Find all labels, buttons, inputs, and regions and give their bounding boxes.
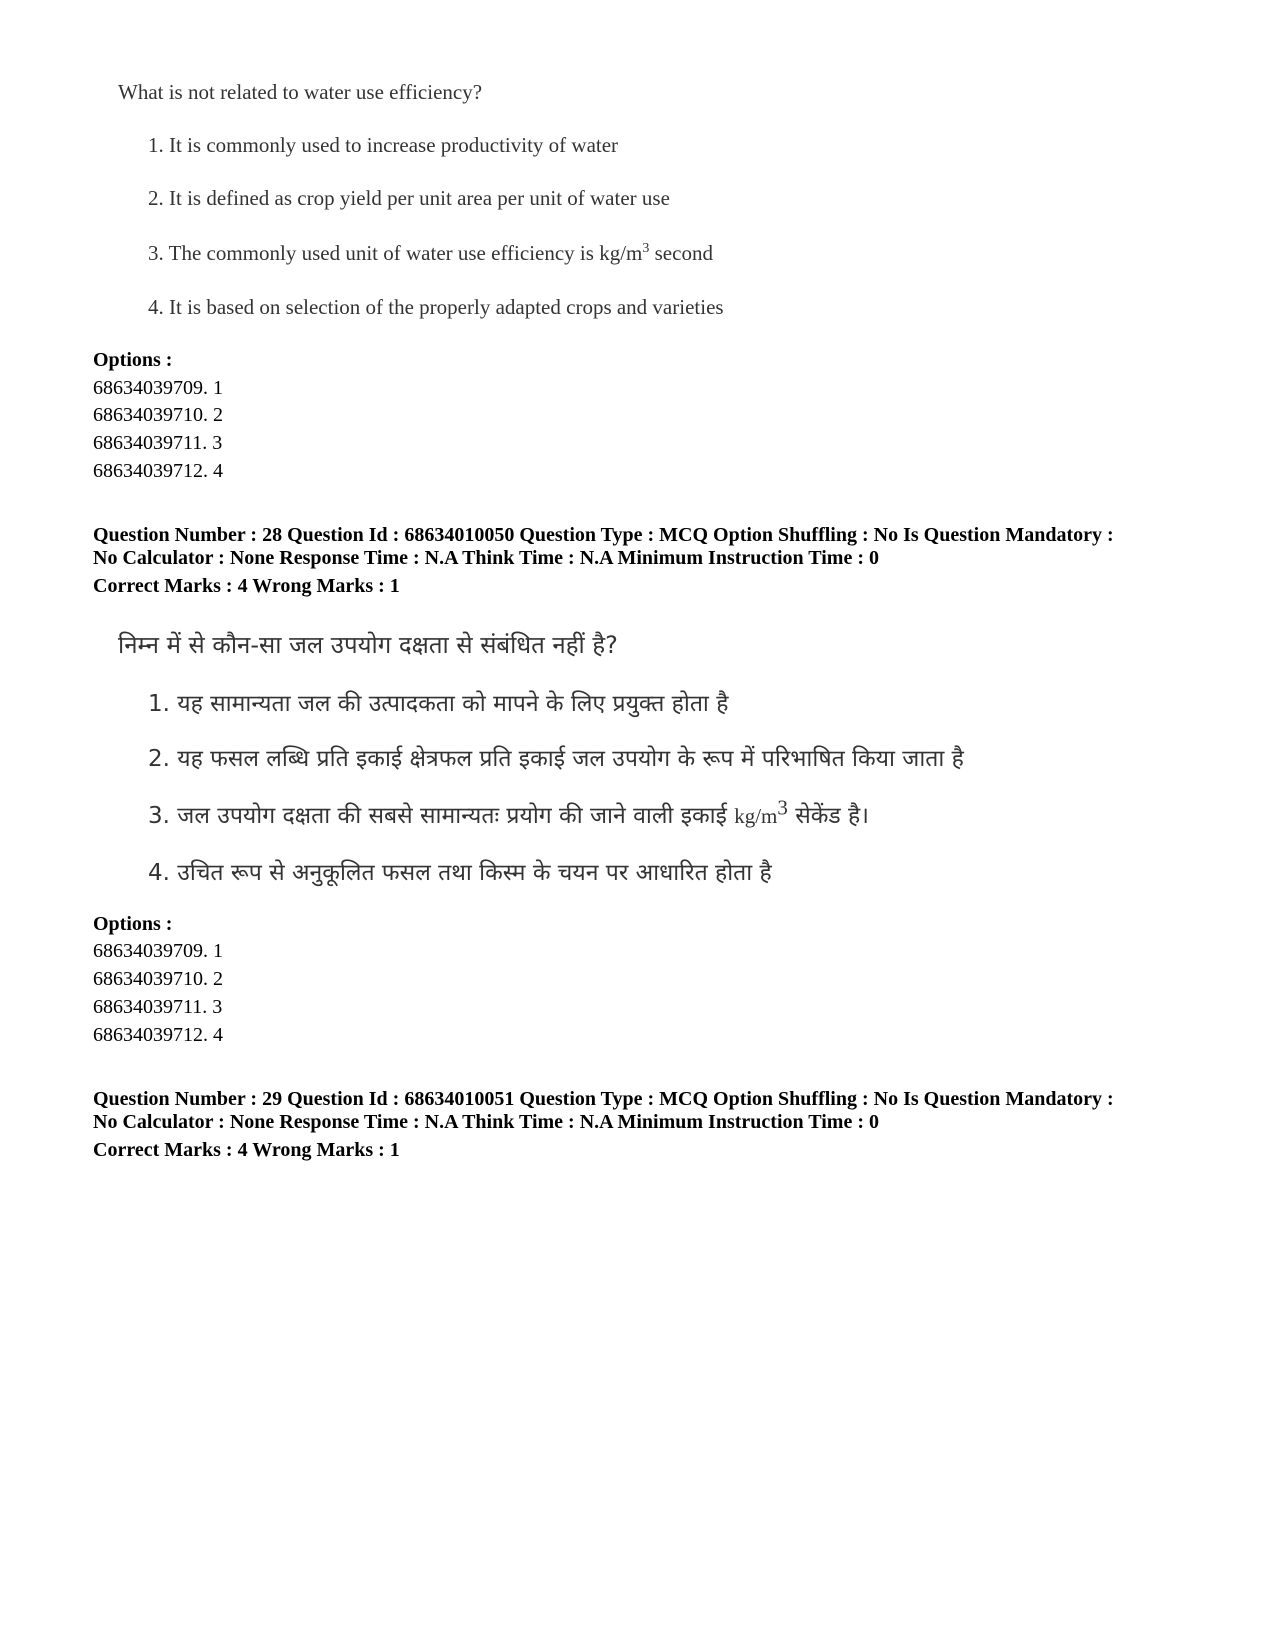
unit-superscript: 3 bbox=[642, 241, 650, 256]
question-item-4: 4. It is based on selection of the properly adapted crops and varieties bbox=[148, 295, 724, 319]
option-line: 68634039712. 4 bbox=[93, 1024, 223, 1046]
options-label: Options : bbox=[93, 349, 173, 371]
question-meta bbox=[93, 524, 1203, 570]
option-line: 68634039710. 2 bbox=[93, 404, 223, 426]
question-meta-line-2: No Calculator : None Response Time : N.A Think Time : N.A Minimum Instruction Time : 0 bbox=[93, 547, 879, 569]
question-stem-hindi: निम्न में से कौन-सा जल उपयोग दक्षता से संबंधित नहीं है? bbox=[118, 631, 618, 659]
option-line: 68634039709. 1 bbox=[93, 940, 223, 962]
question-marks: Correct Marks : 4 Wrong Marks : 1 bbox=[93, 575, 400, 597]
question-item-3-suffix: सेकेंड है। bbox=[787, 803, 869, 829]
question-meta-line-1: Question Number : 28 Question Id : 68634010050 Question Type : MCQ Option Shuffling : No Is Question Mandatory : bbox=[93, 524, 1114, 546]
option-line: 68634039712. 4 bbox=[93, 460, 223, 482]
option-line: 68634039709. 1 bbox=[93, 377, 223, 399]
options-label: Options : bbox=[93, 913, 173, 935]
question-item-3-suffix: second bbox=[649, 241, 713, 265]
option-line: 68634039711. 3 bbox=[93, 996, 223, 1018]
question-meta-line-1: Question Number : 29 Question Id : 68634010051 Question Type : MCQ Option Shuffling : No Is Question Mandatory : bbox=[93, 1088, 1114, 1110]
option-line: 68634039710. 2 bbox=[93, 968, 223, 990]
unit-text: kg/m bbox=[734, 804, 778, 828]
question-meta-line-2: No Calculator : None Response Time : N.A Think Time : N.A Minimum Instruction Time : 0 bbox=[93, 1111, 879, 1133]
question-item-3 bbox=[148, 241, 713, 266]
question-item-3-text: 3. The commonly used unit of water use efficiency is kg/m bbox=[148, 241, 643, 265]
question-item-2: 2. It is defined as crop yield per unit area per unit of water use bbox=[148, 186, 670, 210]
question-item-1: 1. यह सामान्यता जल की उत्पादकता को मापने के लिए प्रयुक्त होता है bbox=[148, 691, 729, 717]
question-item-2: 2. यह फसल लब्धि प्रति इकाई क्षेत्रफल प्रति इकाई जल उपयोग के रूप में परिभाषित किया जाता है bbox=[148, 746, 964, 772]
question-stem-english: What is not related to water use efficiency? bbox=[118, 80, 483, 104]
option-line: 68634039711. 3 bbox=[93, 432, 223, 454]
question-item-4: 4. उचित रूप से अनुकूलित फसल तथा किस्म के चयन पर आधारित होता है bbox=[148, 860, 772, 886]
question-item-1: 1. It is commonly used to increase productivity of water bbox=[148, 133, 619, 157]
question-item-3-text: 3. जल उपयोग दक्षता की सबसे सामान्यतः प्रयोग की जाने वाली इकाई bbox=[148, 803, 735, 829]
unit-superscript: 3 bbox=[777, 795, 788, 820]
question-meta bbox=[93, 1088, 1203, 1134]
question-marks: Correct Marks : 4 Wrong Marks : 1 bbox=[93, 1139, 400, 1161]
question-item-3 bbox=[148, 795, 869, 830]
